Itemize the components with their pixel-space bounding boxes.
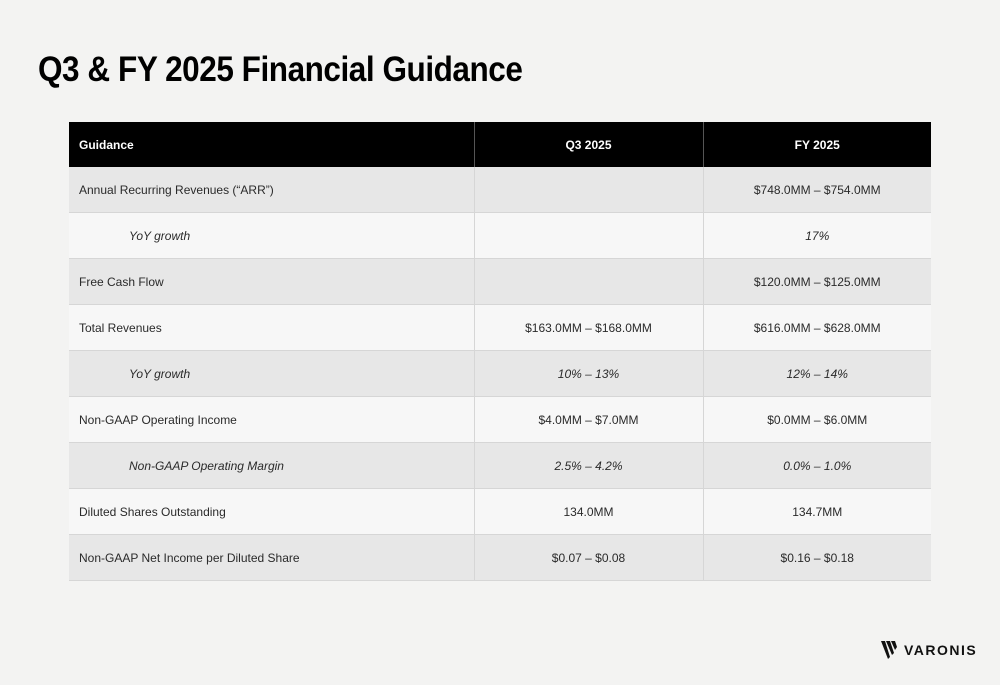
row-label: Diluted Shares Outstanding: [69, 489, 474, 535]
fy-value: 0.0% – 1.0%: [703, 443, 931, 489]
table-header-row: [69, 122, 931, 167]
page-title: Q3 & FY 2025 Financial Guidance: [38, 50, 523, 89]
varonis-logo: [880, 640, 977, 660]
header-q3-2025: Q3 2025: [474, 122, 703, 167]
fy-value: 134.7MM: [703, 489, 931, 535]
table-row: [69, 167, 931, 213]
fy-value: $0.16 – $0.18: [703, 535, 931, 581]
q3-value: [474, 213, 703, 259]
fy-value: 17%: [703, 213, 931, 259]
row-label: YoY growth: [69, 213, 474, 259]
table-row: [69, 397, 931, 443]
fy-value: $120.0MM – $125.0MM: [703, 259, 931, 305]
q3-value: $163.0MM – $168.0MM: [474, 305, 703, 351]
table-row: [69, 443, 931, 489]
table-row: [69, 259, 931, 305]
row-label: Non-GAAP Operating Margin: [69, 443, 474, 489]
fy-value: $748.0MM – $754.0MM: [703, 167, 931, 213]
table-row: [69, 305, 931, 351]
fy-value: 12% – 14%: [703, 351, 931, 397]
q3-value: 10% – 13%: [474, 351, 703, 397]
logo-text: VARONIS: [904, 642, 978, 658]
table-row: [69, 213, 931, 259]
table-row: [69, 535, 931, 581]
table-row: [69, 351, 931, 397]
fy-value: $0.0MM – $6.0MM: [703, 397, 931, 443]
header-fy-2025: FY 2025: [703, 122, 931, 167]
q3-value: $4.0MM – $7.0MM: [474, 397, 703, 443]
q3-value: $0.07 – $0.08: [474, 535, 703, 581]
q3-value: [474, 259, 703, 305]
row-label: Non-GAAP Net Income per Diluted Share: [69, 535, 474, 581]
row-label: Total Revenues: [69, 305, 474, 351]
varonis-logo-icon: [880, 640, 900, 660]
q3-value: [474, 167, 703, 213]
row-label: Free Cash Flow: [69, 259, 474, 305]
row-label: Non-GAAP Operating Income: [69, 397, 474, 443]
header-guidance: Guidance: [69, 122, 474, 167]
fy-value: $616.0MM – $628.0MM: [703, 305, 931, 351]
row-label: YoY growth: [69, 351, 474, 397]
row-label: Annual Recurring Revenues (“ARR”): [69, 167, 474, 213]
q3-value: 2.5% – 4.2%: [474, 443, 703, 489]
q3-value: 134.0MM: [474, 489, 703, 535]
guidance-table: [69, 122, 931, 581]
table-row: [69, 489, 931, 535]
